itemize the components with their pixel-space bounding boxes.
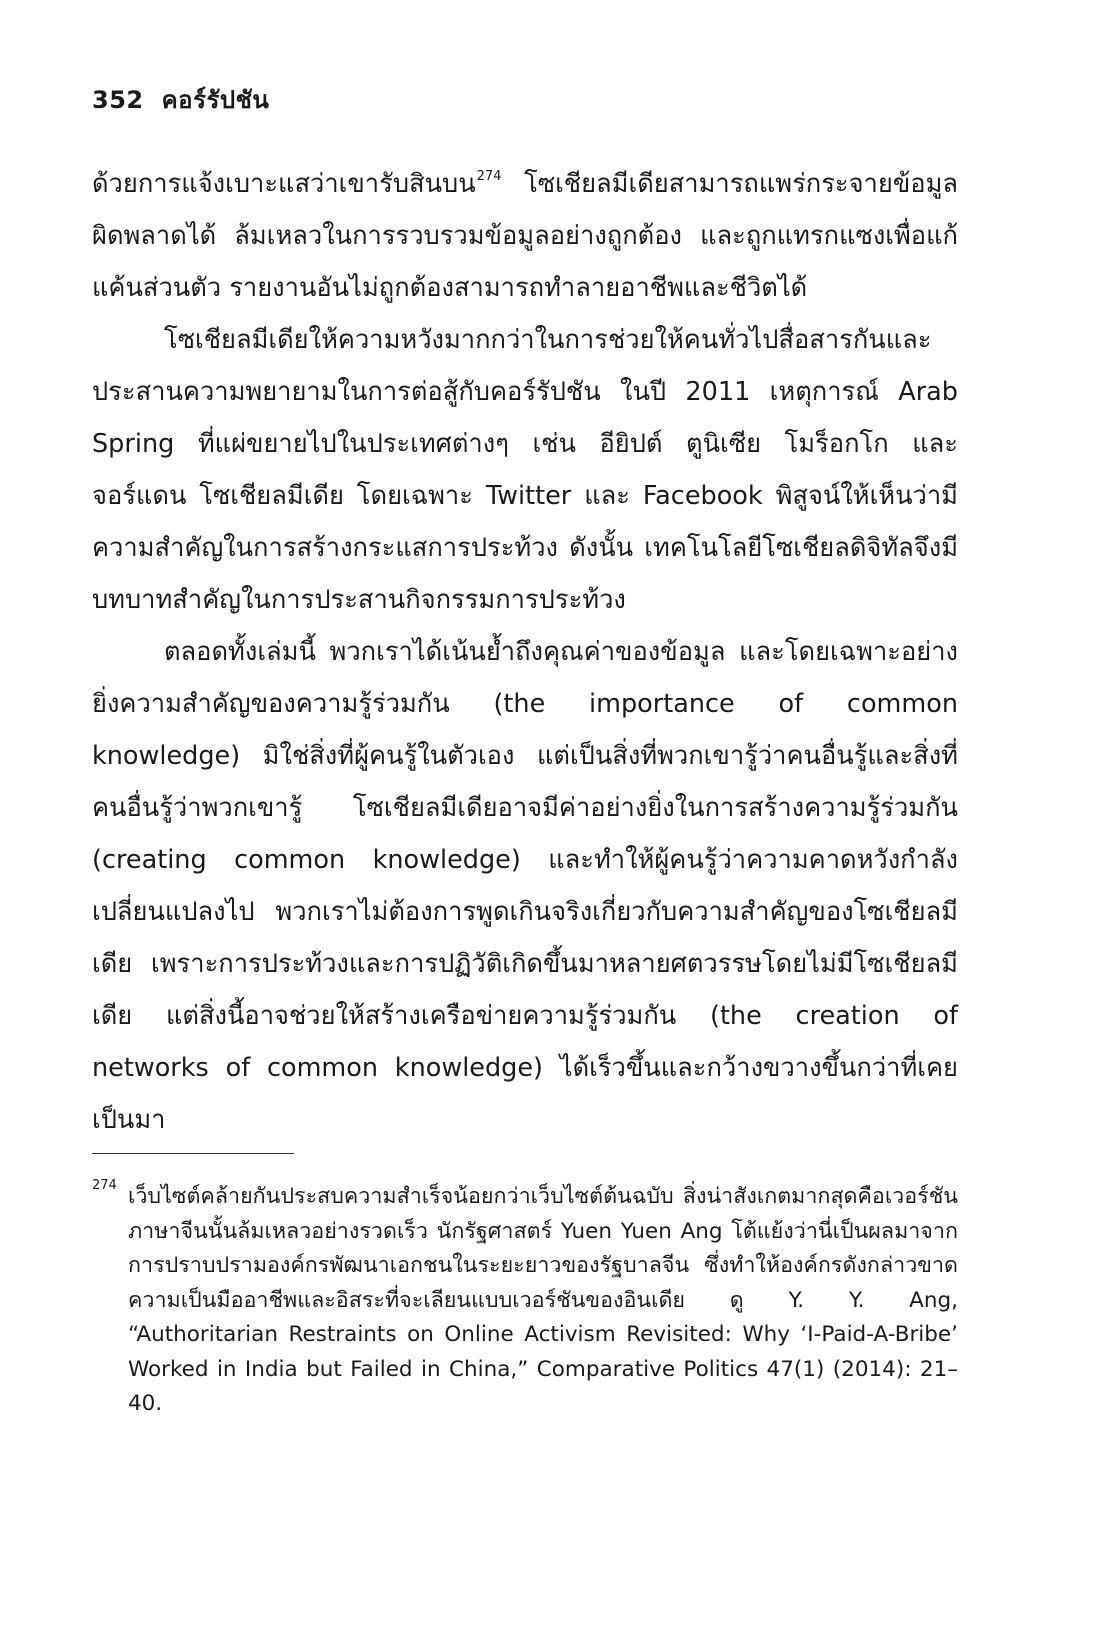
main-body-text <box>92 158 958 1146</box>
footnote-number: 274 <box>92 1178 117 1193</box>
footnote-reference: 274 <box>476 169 502 184</box>
paragraph-3: ตลอดทั้งเล่มนี้ พวกเราได้เน้นย้ำถึงคุณค่าของข้อมูล และโดยเฉพาะอย่างยิ่งความสำคัญของความรู้ร่วมกัน (the importance of common knowledge) มิใช่สิ่งที่ผู้คนรู้ในตัวเอง แต่เป็นสิ่งที่พวกเขารู้ว่าคนอื่นรู้และสิ่งที่คนอื่นรู้ว่าพวกเขารู้ โซเชียลมีเดียอาจมีค่าอย่างยิ่งในการสร้างความรู้ร่วมกัน (creating common knowledge) และทำให้ผู้คนรู้ว่าความคาดหวังกำลังเปลี่ยนแปลงไป พวกเราไม่ต้องการพูดเกินจริงเกี่ยวกับความสำคัญของโซเชียลมีเดีย เพราะการประท้วงและการปฏิวัติเกิดขึ้นมาหลายศตวรรษโดยไม่มีโซเชียลมีเดีย แต่สิ่งนี้อาจช่วยให้สร้างเครือข่ายความรู้ร่วมกัน (the creation of networks of common knowledge) ได้เร็วขึ้นและกว้างขวางขึ้นกว่าที่เคยเป็นมา <box>92 637 958 1135</box>
paragraph-1 <box>92 158 958 314</box>
paragraph-2: โซเชียลมีเดียให้ความหวังมากกว่าในการช่วยให้คนทั่วไปสื่อสารกันและประสานความพยายามในการต่อสู้กับคอร์รัปชัน ในปี 2011 เหตุการณ์ Arab Spring ที่แผ่ขยายไปในประเทศต่างๆ เช่น อียิปต์ ตูนิเซีย โมร็อกโก และจอร์แดน โซเชียลมีเดีย โดยเฉพาะ Twitter และ Facebook พิสูจน์ให้เห็นว่ามีความสำคัญในการสร้างกระแสการประท้วง ดังนั้น เทคโนโลยีโซเชียลดิจิทัลจึงมีบทบาทสำคัญในการประสานกิจกรรมการประท้วง <box>92 325 958 615</box>
footnote-274 <box>92 1180 958 1422</box>
footnote-text: เว็บไซต์คล้ายกันประสบความสำเร็จน้อยกว่าเว็บไซต์ต้นฉบับ สิ่งน่าสังเกตมากสุดคือเวอร์ชันภาษาจีนนั้นล้มเหลวอย่างรวดเร็ว นักรัฐศาสตร์ Yuen Yuen Ang โต้แย้งว่านี่เป็นผลมาจากการปราบปรามองค์กรพัฒนาเอกชนในระยะยาวของรัฐบาลจีน ซึ่งทำให้องค์กรดังกล่าวขาดความเป็นมืออาชีพและอิสระที่จะเลียนแบบเวอร์ชันของอินเดีย ดู Y. Y. Ang, “Authoritarian Restraints on Online Activism Revisited: Why ‘I-Paid-A-Bribe’ Worked in India but Failed in China,” Comparative Politics 47(1) (2014): 21–40. <box>128 1184 958 1416</box>
book-title: คอร์รัปชัน <box>161 86 270 114</box>
footnote-divider <box>92 1153 294 1154</box>
running-header <box>92 80 269 119</box>
page-number: 352 <box>92 86 144 114</box>
paragraph-1-text-b: โซเชียลมีเดียสามารถแพร่กระจายข้อมูลผิดพลาดได้ ล้มเหลวในการรวบรวมข้อมูลอย่างถูกต้อง และถูกแทรกแซงเพื่อแก้แค้นส่วนตัว รายงานอันไม่ถูกต้องสามารถทำลายอาชีพและชีวิตได้ <box>92 169 958 303</box>
paragraph-1-text-a: ด้วยการแจ้งเบาะแสว่าเขารับสินบน <box>92 169 476 199</box>
